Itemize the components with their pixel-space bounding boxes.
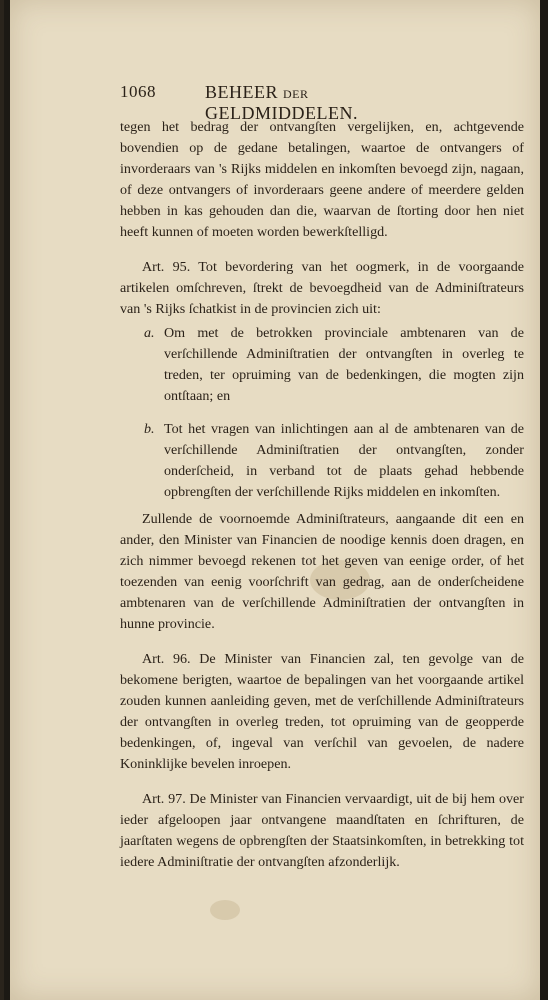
item-label-a: a. [144,325,155,341]
list-item-a [120,323,524,407]
item-text-b: Tot het vragen van inlichtingen aan al de ambtenaren van de verſchillende Adminiſtratien der ontvangſten, zonder onderſcheid, in verband tot de plaats gehad hebbende opbrengſten der verſchillende Rijks middelen en inkomſten. [164,421,524,500]
list-item-b [120,419,524,503]
paragraph-zullende: Zullende de voornoemde Adminiſtrateurs, aangaande dit een en ander, den Minister van Financien de noodige kennis doen dragen, en zich nimmer bevoegd rekenen tot het geven van eenige order, of het toezenden van eenig voorſchrift van gedrag, aan de onderſcheidene ambtenaren van de verſchillende Adminiſtratien der ontvangſten in hunne provincie. [120,511,524,632]
running-title-small: DER [283,87,309,101]
paragraph-art-96: Art. 96. De Minister van Financien zal, ten gevolge van de bekomene berigten, waartoe de bepalingen van het voorgaande artikel zouden kunnen aanleiding geven, met de verſchillende Adminiſtrateurs der ontvangſten in overleg treden, tot opruiming van de geopperde bedenkingen, of, ingeval van verſchil van gevoelen, de nadere Koninklijke bevelen inroepen. [120,651,524,772]
book-spine-shadow [0,0,4,1000]
running-title-part1: BEHEER [205,82,278,102]
body-text [120,117,524,873]
paragraph-art-97: Art. 97. De Minister van Financien vervaardigt, uit de bij hem over ieder afgeloopen jaar ontvangene maandſtaten en ſchrifturen, de jaarſtaten wegens de opbrengſten der Staatsinkomſten, in betrekking tot iedere Adminiſtratie der ontvangſten afzonderlijk. [120,791,524,870]
running-header [120,82,450,123]
page-number: 1068 [120,82,156,101]
foxing-spot [210,900,240,920]
item-text-a: Om met de betrokken provinciale ambtenaren van de verſchillende Adminiſtratien der ontvangſten in overleg te treden, ter opruiming van de bedenkingen, die mogten zijn ontſtaan; en [164,325,524,404]
paragraph-art-95: Art. 95. Tot bevordering van het oogmerk, in de voorgaande artikelen omſchreven, ſtrekt de bevoegdheid van de Adminiſtrateurs van 's Rijks ſchatkist in de provincien zich uit: [120,259,524,317]
running-title-part2: GELDMIDDELEN. [205,103,358,123]
item-label-b: b. [144,421,155,437]
paragraph-continuation: tegen het bedrag der ontvangſten vergelijken, en, achtgevende bovendien op de gedane betalingen, waartoe de ontvangers of invorderaars van 's Rijks middelen en inkomſten bevoegd zijn, nagaan, of deze ontvangers of invorderaars geene andere of meerdere gelden hebben in kas gehouden dan die, waarvan de ſtorting door hen niet heeft kunnen of moeten worden bewerkſtelligd. [120,119,524,240]
